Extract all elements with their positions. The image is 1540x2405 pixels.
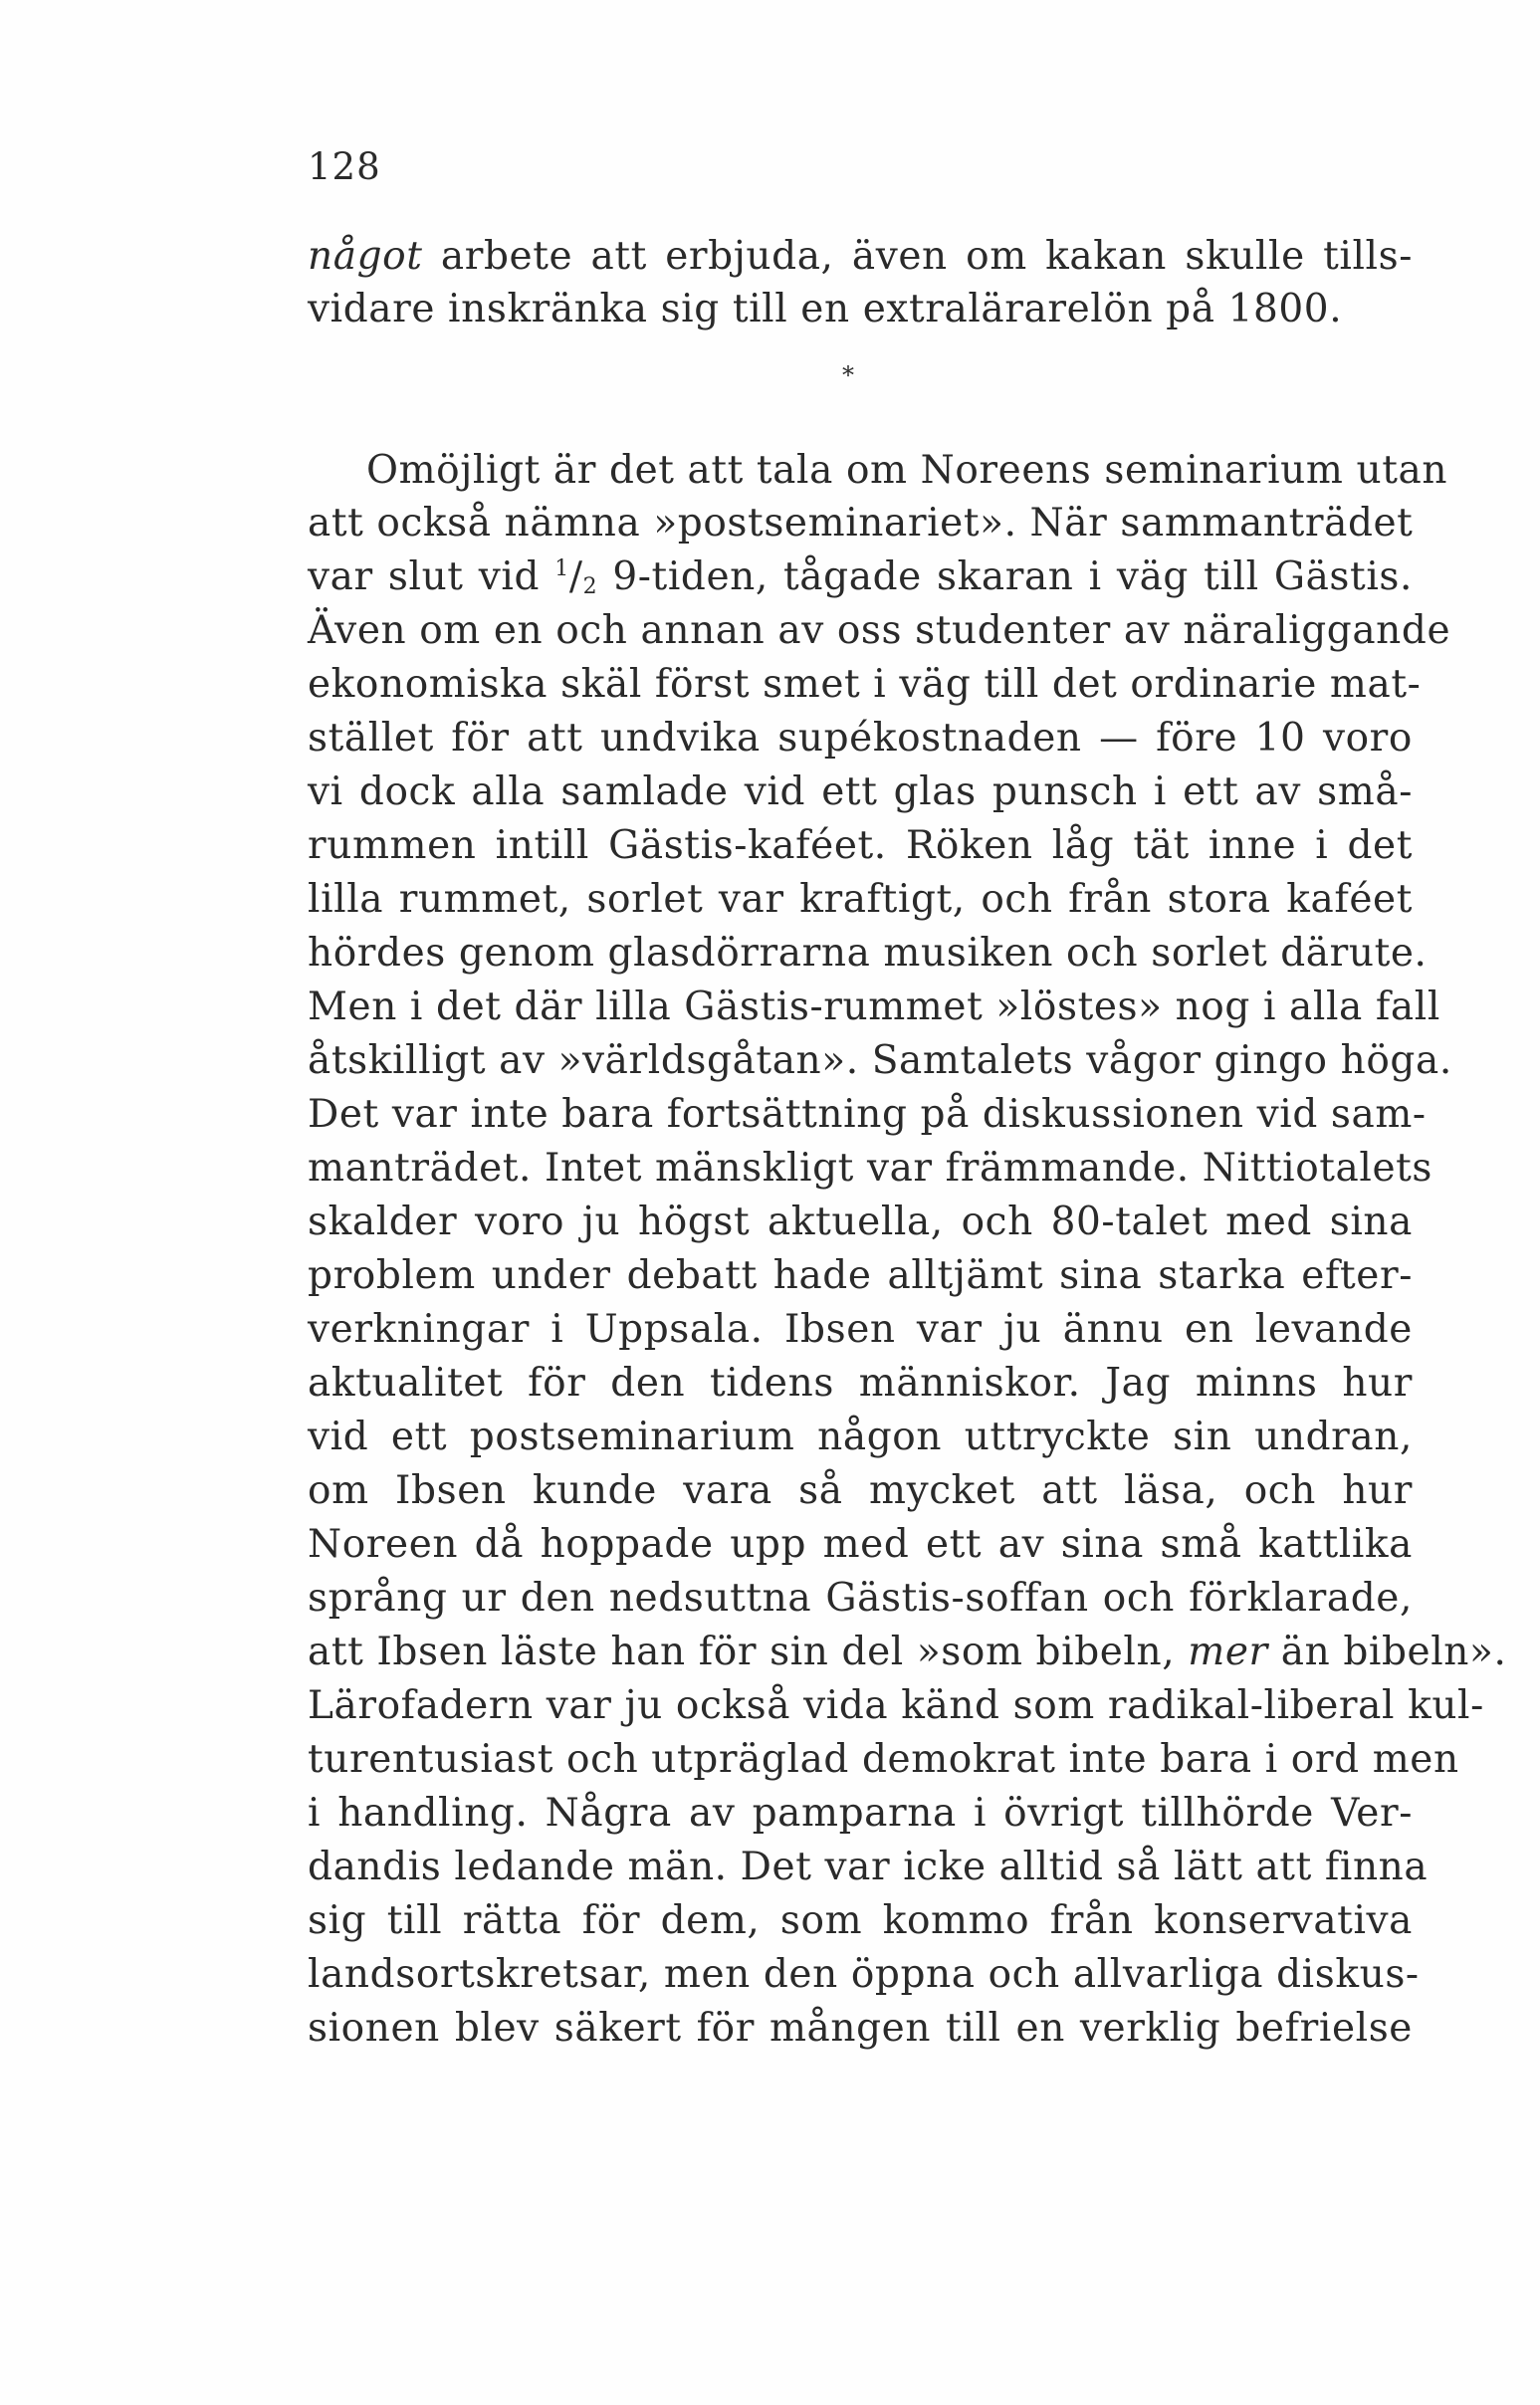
text-line: vidare inskränka sig till en extralärarelön på 1800. [308, 287, 1343, 331]
text-line: dandis ledande män. Det var icke alltid så lätt att finna [308, 1845, 1429, 1889]
text-line: lilla rummet, sorlet var kraftigt, och från stora kaféet [308, 877, 1413, 922]
text-line: turentusiast och utpräglad demokrat inte bara i ord men [308, 1737, 1459, 1782]
text-line: aktualitet för den tidens människor. Jag minns hur [308, 1361, 1413, 1406]
text-line [308, 1629, 1507, 1676]
text-line: sig till rätta för dem, som kommo från konservativa [308, 1898, 1413, 1943]
text-line: hördes genom glasdörrarna musiken och sorlet därute. [308, 931, 1428, 976]
text-span: än bibeln». [1267, 1630, 1507, 1674]
italic-word: något [308, 234, 423, 279]
text-line: ekonomiska skäl först smet i väg till det ordinarie mat- [308, 662, 1422, 707]
text-line: vi dock alla samlade vid ett glas punsch i ett av små- [308, 769, 1413, 814]
text-line: Men i det där lilla Gästis-rummet »löstes» nog i alla fall [308, 984, 1440, 1029]
text-line: vid ett postseminarium någon uttryckte sin undran, [308, 1415, 1413, 1459]
text-line [308, 233, 1413, 281]
text-span: att Ibsen läste han för sin del »som bibeln, [308, 1630, 1189, 1674]
text-line: skalder voro ju högst aktuella, och 80-talet med sina [308, 1200, 1413, 1244]
text-line: Även om en och annan av oss studenter av näraliggande [308, 608, 1451, 653]
text-span: var slut vid [308, 554, 555, 599]
section-separator: * [842, 361, 854, 389]
text-line: språng ur den nedsuttna Gästis-soffan och förklarade, [308, 1576, 1413, 1621]
text-line: om Ibsen kunde vara så mycket att läsa, och hur [308, 1468, 1413, 1513]
text-line: att också nämna »postseminariet». När sammanträdet [308, 501, 1414, 546]
text-line: åtskilligt av »världsgåtan». Samtalets vågor gingo höga. [308, 1038, 1452, 1083]
text-line: i handling. Några av pamparna i övrigt tillhörde Ver- [308, 1791, 1413, 1836]
fraction-denominator: 2 [582, 574, 598, 599]
text-line: landsortskretsar, men den öppna och allvarliga diskus- [308, 1952, 1420, 1997]
page-number: 128 [308, 145, 381, 188]
text-line: verkningar i Uppsala. Ibsen var ju ännu en levande [308, 1307, 1413, 1352]
text-line: problem under debatt hade alltjämt sina starka efter- [308, 1253, 1413, 1298]
italic-word: mer [1188, 1630, 1268, 1674]
fraction-numerator: 1 [554, 556, 569, 581]
text-line: var slut vid $^1/_2$ 9-tiden, tågade skaran i väg till Gästis. [308, 554, 1414, 599]
text-span: 9-tiden, tågade skaran i väg till Gästis. [597, 554, 1414, 599]
text-line: sionen blev säkert för mången till en verklig befrielse [308, 2006, 1413, 2051]
text-line: manträdet. Intet mänskligt var främmande. Nittiotalets [308, 1146, 1433, 1191]
text-line: Omöjligt är det att tala om Noreens seminarium utan [366, 448, 1448, 493]
text-line: Det var inte bara fortsättning på diskussionen vid sam- [308, 1092, 1427, 1137]
text-line: rummen intill Gästis-kaféet. Röken låg tät inne i det [308, 823, 1413, 868]
text-span: arbete att erbjuda, även om kakan skulle tills- [422, 234, 1413, 279]
text-line: Lärofadern var ju också vida känd som radikal-liberal kul- [308, 1683, 1484, 1728]
text-line: stället för att undvika supékostnaden — före 10 voro [308, 716, 1413, 761]
text-line: Noreen då hoppade upp med ett av sina små kattlika [308, 1522, 1413, 1567]
